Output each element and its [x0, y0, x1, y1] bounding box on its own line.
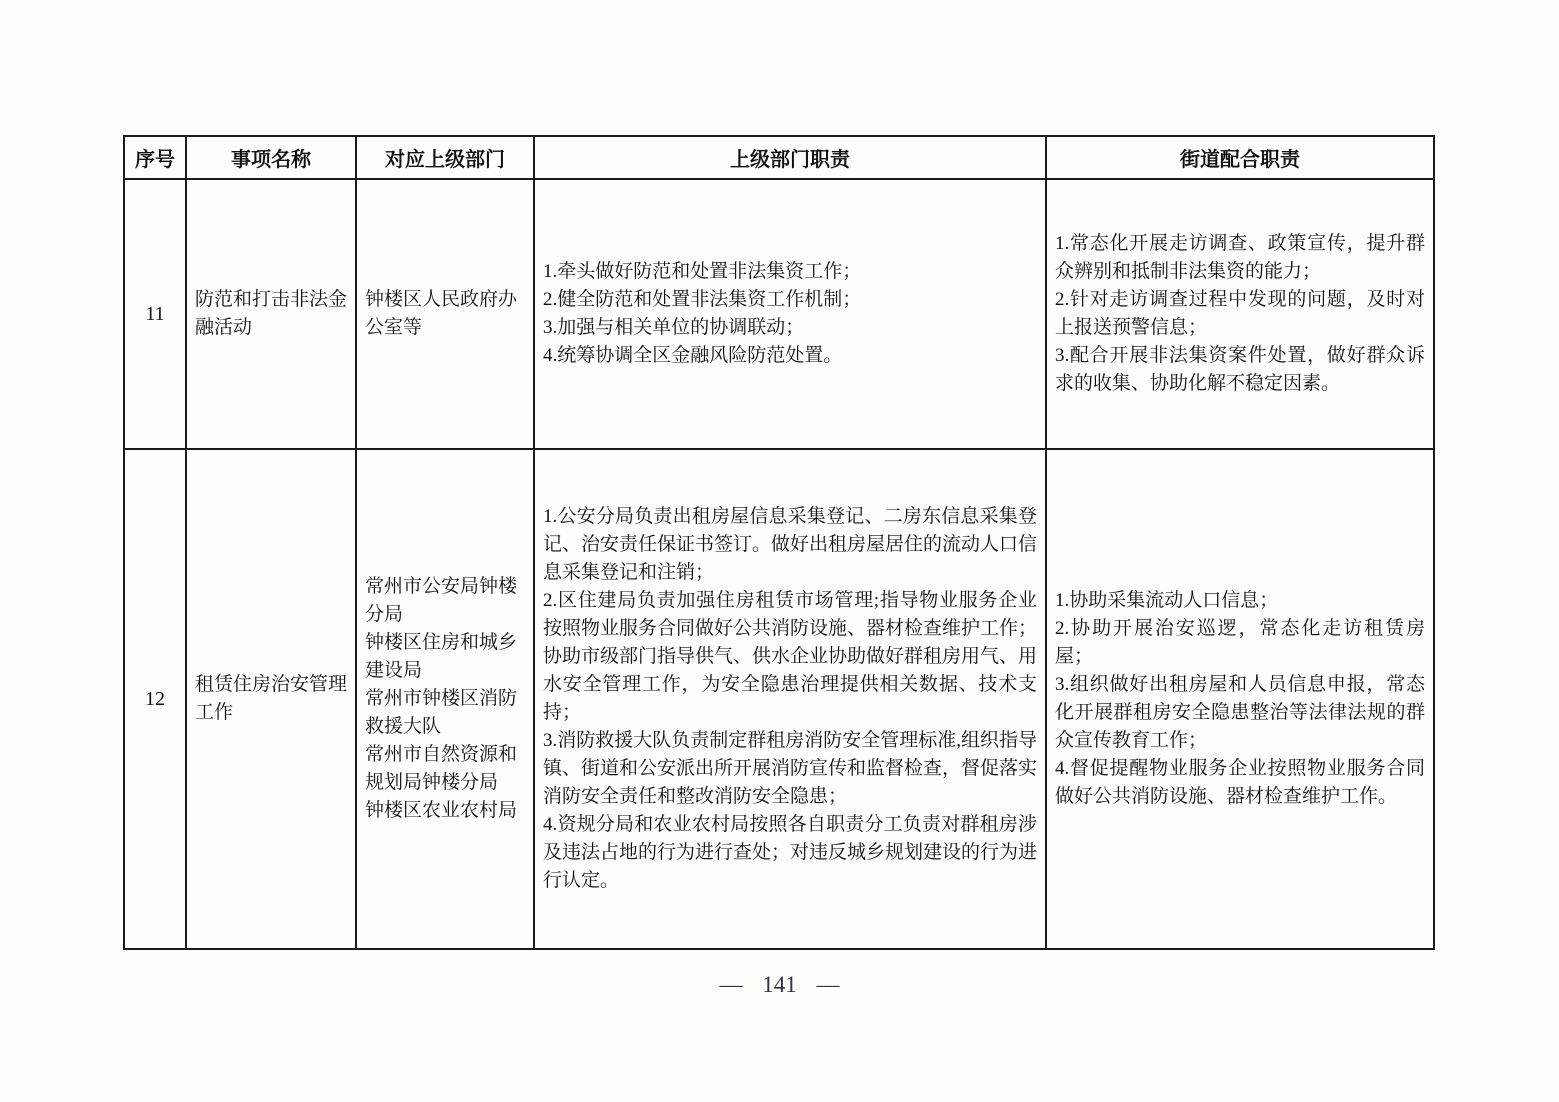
- street-duty: 2.协助开展治安巡逻，常态化走访租赁房屋；: [1055, 618, 1425, 667]
- street-duty: 1.协助采集流动人口信息；: [1055, 590, 1279, 611]
- cell-street-duties: [1046, 449, 1434, 949]
- superior-duty: 4.统筹协调全区金融风险防范处置。: [543, 345, 843, 366]
- table-row: [124, 179, 1434, 449]
- cell-index: [124, 449, 186, 949]
- superior-duty: 3.消防救援大队负责制定群租房消防安全管理标准,组织指导镇、街道和公安派出所开展消防宣传和监督检查，督促落实消防安全责任和整改消防安全隐患；: [543, 730, 1038, 807]
- street-duty: 4.督促提醒物业服务企业按照物业服务合同做好公共消防设施、器材检查维护工作。: [1055, 758, 1425, 807]
- cell-index: [124, 179, 186, 449]
- department: 常州市钟楼区消防救援大队: [365, 688, 518, 737]
- superior-duty: 3.加强与相关单位的协调联动；: [543, 317, 805, 338]
- cell-superior-duties: [534, 179, 1046, 449]
- cell-departments: [356, 449, 534, 949]
- row-index: 11: [145, 302, 165, 325]
- street-duty: 2.针对走访调查过程中发现的问题，及时对上报送预警信息；: [1055, 289, 1425, 338]
- superior-duty: 1.牵头做好防范和处置非法集资工作；: [543, 261, 862, 282]
- header-street-duties: 街道配合职责: [1046, 136, 1434, 179]
- cell-item-name: [186, 179, 356, 449]
- superior-duty: 4.资规分局和农业农村局按照各自职责分工负责对群租房涉及违法占地的行为进行查处；对违反城乡规划建设的行为进行认定。: [543, 814, 1038, 891]
- street-duty: 3.配合开展非法集资案件处置，做好群众诉求的收集、协助化解不稳定因素。: [1055, 345, 1425, 394]
- item-name: 防范和打击非法金融活动: [195, 289, 348, 338]
- page-number: — 141 —: [719, 972, 840, 997]
- superior-duty: 1.公安分局负责出租房屋信息采集登记、二房东信息采集登记、治安责任保证书签订。做好出租房屋居住的流动人口信息采集登记和注销；: [543, 506, 1038, 583]
- table-header-row: [124, 136, 1434, 179]
- header-item-name: 事项名称: [186, 136, 356, 179]
- street-duty: 3.组织做好出租房屋和人员信息申报，常态化开展群租房安全隐患整治等法律法规的群众宣传教育工作；: [1055, 674, 1425, 751]
- header-superior-department: 对应上级部门: [356, 136, 534, 179]
- table-row: [124, 449, 1434, 949]
- responsibility-table: [123, 135, 1435, 950]
- cell-item-name: [186, 449, 356, 949]
- department: 钟楼区农业农村局: [365, 800, 518, 821]
- department: 常州市自然资源和规划局钟楼分局: [365, 744, 518, 793]
- cell-superior-duties: [534, 449, 1046, 949]
- row-index: 12: [145, 687, 165, 710]
- item-name: 租赁住房治安管理工作: [195, 674, 348, 723]
- department: 常州市公安局钟楼分局: [365, 576, 518, 625]
- department: 钟楼区住房和城乡建设局: [365, 632, 518, 681]
- header-superior-duties: 上级部门职责: [534, 136, 1046, 179]
- department: 钟楼区人民政府办公室等: [365, 289, 518, 338]
- superior-duty: 2.区住建局负责加强住房租赁市场管理;指导物业服务企业按照物业服务合同做好公共消防设施、器材检查维护工作；协助市级部门指导供气、供水企业协助做好群租房用气、用水安全管理工作，为安全隐患治理提供相关数据、技术支持；: [543, 590, 1038, 723]
- cell-departments: [356, 179, 534, 449]
- street-duty: 1.常态化开展走访调查、政策宣传，提升群众辨别和抵制非法集资的能力；: [1055, 233, 1425, 282]
- cell-street-duties: [1046, 179, 1434, 449]
- header-index: 序号: [124, 136, 186, 179]
- superior-duty: 2.健全防范和处置非法集资工作机制；: [543, 289, 862, 310]
